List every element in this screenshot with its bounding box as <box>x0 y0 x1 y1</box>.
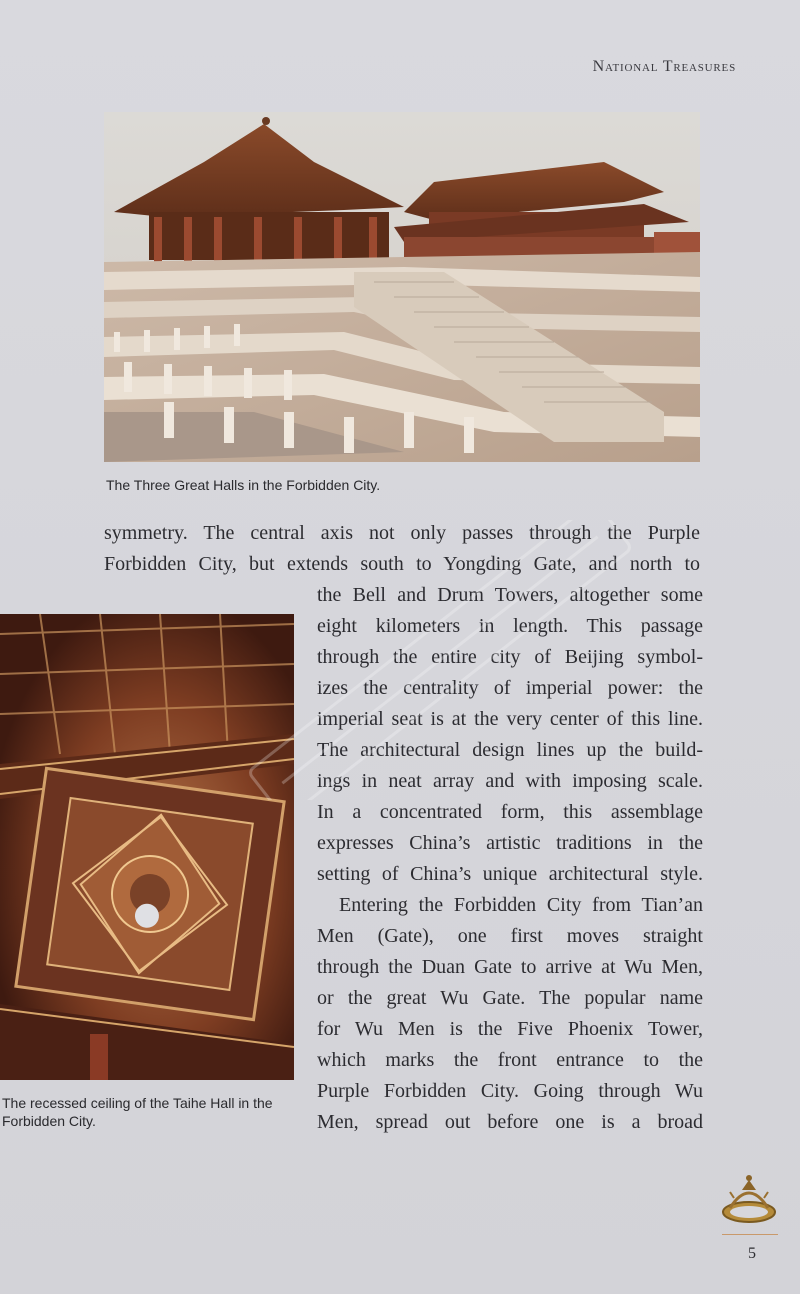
body-line: eight kilometers in length. This passage <box>317 615 703 637</box>
running-head: National Treasures <box>592 58 736 75</box>
footer-ornament-icon <box>720 1168 778 1228</box>
body-line: The architectural design lines up the build- <box>317 739 703 761</box>
body-line: Forbidden City, but extends south to Yongding Gate, and north to <box>104 553 700 575</box>
body-text-full-width <box>104 518 700 580</box>
page-number: 5 <box>748 1245 756 1262</box>
caption-line: The recessed ceiling of the Taihe Hall in the <box>2 1095 273 1111</box>
body-line: In a concentrated form, this assemblage <box>317 801 703 823</box>
three-great-halls-photo <box>104 112 700 462</box>
body-text-column <box>317 580 703 1138</box>
body-line: Men (Gate), one first moves straight <box>317 925 703 947</box>
folio-rule <box>722 1234 778 1235</box>
left-photo-caption <box>2 1094 302 1130</box>
body-line: through the entire city of Beijing symbol- <box>317 646 703 668</box>
body-line: the Bell and Drum Towers, altogether some <box>317 584 703 606</box>
top-photo-caption: The Three Great Halls in the Forbidden City. <box>106 477 381 493</box>
body-line: symmetry. The central axis not only passes through the Purple <box>104 522 700 544</box>
body-line: ings in neat array and with imposing scale. <box>317 770 703 792</box>
body-line: Men, spread out before one is a broad <box>317 1111 703 1133</box>
body-line: setting of China’s unique architectural style. <box>317 863 703 885</box>
body-line: izes the centrality of imperial power: the <box>317 677 703 699</box>
body-line: through the Duan Gate to arrive at Wu Men, <box>317 956 703 978</box>
body-line: imperial seat is at the very center of this line. <box>317 708 703 730</box>
body-line: expresses China’s artistic traditions in the <box>317 832 703 854</box>
body-line: which marks the front entrance to the <box>317 1049 703 1071</box>
taihe-hall-ceiling-photo <box>0 614 294 1080</box>
body-line: or the great Wu Gate. The popular name <box>317 987 703 1009</box>
body-line: Entering the Forbidden City from Tian’an <box>339 894 703 916</box>
body-line: for Wu Men is the Five Phoenix Tower, <box>317 1018 703 1040</box>
caption-line: Forbidden City. <box>2 1113 96 1129</box>
body-line: Purple Forbidden City. Going through Wu <box>317 1080 703 1102</box>
